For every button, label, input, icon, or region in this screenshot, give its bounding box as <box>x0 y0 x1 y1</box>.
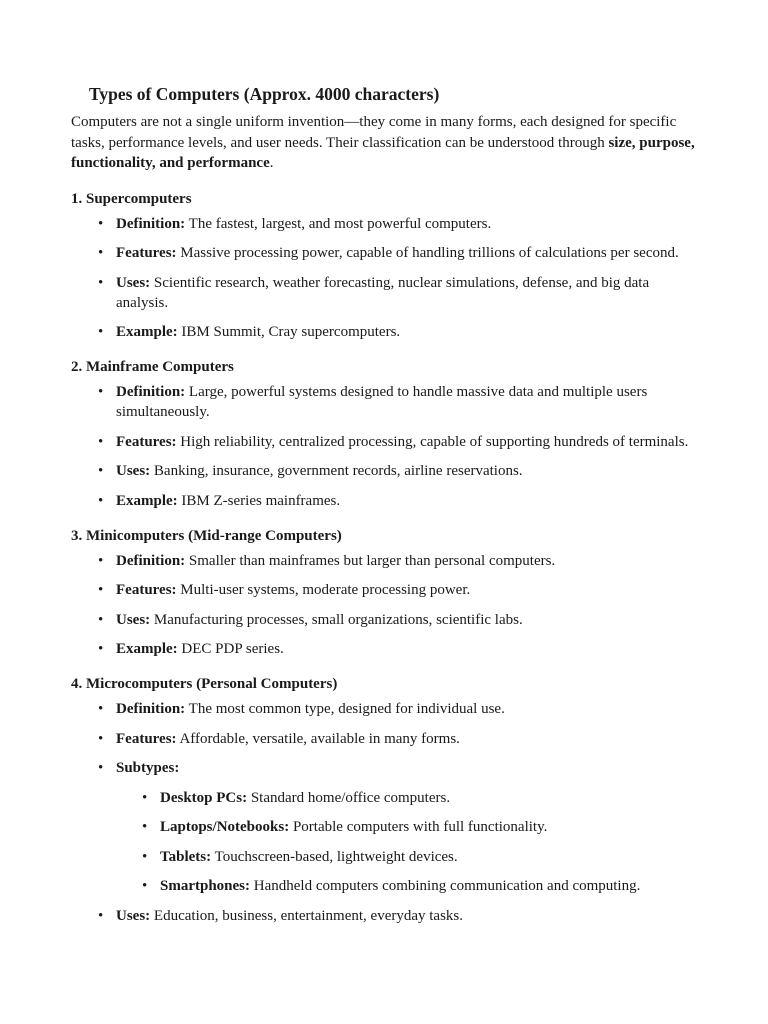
item-text: The most common type, designed for individual use. <box>185 701 505 717</box>
subtype-text: Portable computers with full functionality. <box>289 819 548 835</box>
intro-paragraph <box>71 112 701 174</box>
list-item <box>71 729 701 749</box>
list-item <box>71 580 701 600</box>
list-item <box>71 699 701 719</box>
list-item <box>71 382 701 422</box>
section-list-mainframe <box>71 382 701 511</box>
item-text: DEC PDP series. <box>177 641 284 657</box>
list-item <box>71 461 701 481</box>
item-text: Massive processing power, capable of handling trillions of calculations per second. <box>176 245 679 261</box>
list-item <box>71 551 701 571</box>
list-item <box>71 639 701 659</box>
section-list-microcomputers <box>71 699 701 926</box>
subtype-label: Laptops/Notebooks: <box>160 819 290 835</box>
list-item <box>71 322 701 342</box>
item-text: IBM Summit, Cray supercomputers. <box>177 324 401 340</box>
item-text: Manufacturing processes, small organizations, scientific labs. <box>150 611 523 628</box>
subtype-text: Standard home/office computers. <box>247 789 451 806</box>
intro-bold: size, purpose, functionality, and performance <box>71 134 695 171</box>
item-label: Subtypes: <box>116 760 180 776</box>
item-text: Banking, insurance, government records, airline reservations. <box>150 463 523 479</box>
section-list-supercomputers <box>71 214 701 343</box>
item-label: Uses: <box>116 907 151 924</box>
item-text: Scientific research, weather forecasting, nuclear simulations, defense, and big data analysis. <box>116 274 650 311</box>
section-list-minicomputers <box>71 551 701 660</box>
item-label: Definition: <box>116 384 186 400</box>
item-label: Example: <box>116 492 178 509</box>
item-label: Features: <box>116 245 177 261</box>
document-page <box>71 82 701 941</box>
section-heading-supercomputers: 1. Supercomputers <box>71 190 192 207</box>
list-item <box>71 273 701 313</box>
subtype-item <box>71 817 701 837</box>
item-label: Features: <box>116 730 177 747</box>
item-label: Example: <box>116 641 178 657</box>
intro-end: . <box>269 155 274 171</box>
list-item <box>71 906 701 926</box>
subtypes-list <box>116 788 701 897</box>
document-title: Types of Computers (Approx. 4000 characters) <box>89 84 440 104</box>
subtype-label: Desktop PCs: <box>160 789 248 806</box>
item-label: Definition: <box>116 552 186 569</box>
item-label: Definition: <box>116 215 186 232</box>
item-text: Education, business, entertainment, everyday tasks. <box>150 907 464 924</box>
list-item <box>71 491 701 511</box>
item-text: Large, powerful systems designed to handle massive data and multiple users simultaneously. <box>116 384 648 420</box>
subtype-text: Handheld computers combining communication and computing. <box>250 878 641 894</box>
item-text: IBM Z-series mainframes. <box>177 492 341 509</box>
item-text: Multi-user systems, moderate processing power. <box>176 582 471 598</box>
subtype-item <box>71 788 701 808</box>
section-heading-microcomputers: 4. Microcomputers (Personal Computers) <box>71 676 338 692</box>
item-label: Features: <box>116 582 177 598</box>
item-text: The fastest, largest, and most powerful computers. <box>185 215 492 232</box>
section-heading-mainframe: 2. Mainframe Computers <box>71 359 234 375</box>
item-text: High reliability, centralized processing, capable of supporting hundreds of terminals. <box>176 433 689 450</box>
item-label: Features: <box>116 433 177 450</box>
item-label: Definition: <box>116 701 186 717</box>
subtype-item <box>71 876 701 896</box>
list-item <box>71 214 701 234</box>
section-heading-minicomputers: 3. Minicomputers (Mid-range Computers) <box>71 527 342 544</box>
list-item <box>71 243 701 263</box>
subtype-label: Tablets: <box>160 848 212 865</box>
item-label: Uses: <box>116 274 151 291</box>
list-item-subtypes <box>71 758 701 896</box>
list-item <box>71 610 701 630</box>
item-label: Uses: <box>116 611 151 628</box>
subtype-label: Smartphones: <box>160 878 251 894</box>
list-item <box>71 432 701 452</box>
item-text: Smaller than mainframes but larger than personal computers. <box>185 552 556 569</box>
item-text: Affordable, versatile, available in many forms. <box>176 730 460 747</box>
subtype-text: Touchscreen-based, lightweight devices. <box>211 848 458 865</box>
item-label: Uses: <box>116 463 151 479</box>
subtype-item <box>71 847 701 867</box>
intro-text: Computers are not a single uniform invention—they come in many forms, each designed for specific tasks, performance levels, and user needs. Their classification can be understood through <box>71 114 677 151</box>
item-label: Example: <box>116 324 178 340</box>
